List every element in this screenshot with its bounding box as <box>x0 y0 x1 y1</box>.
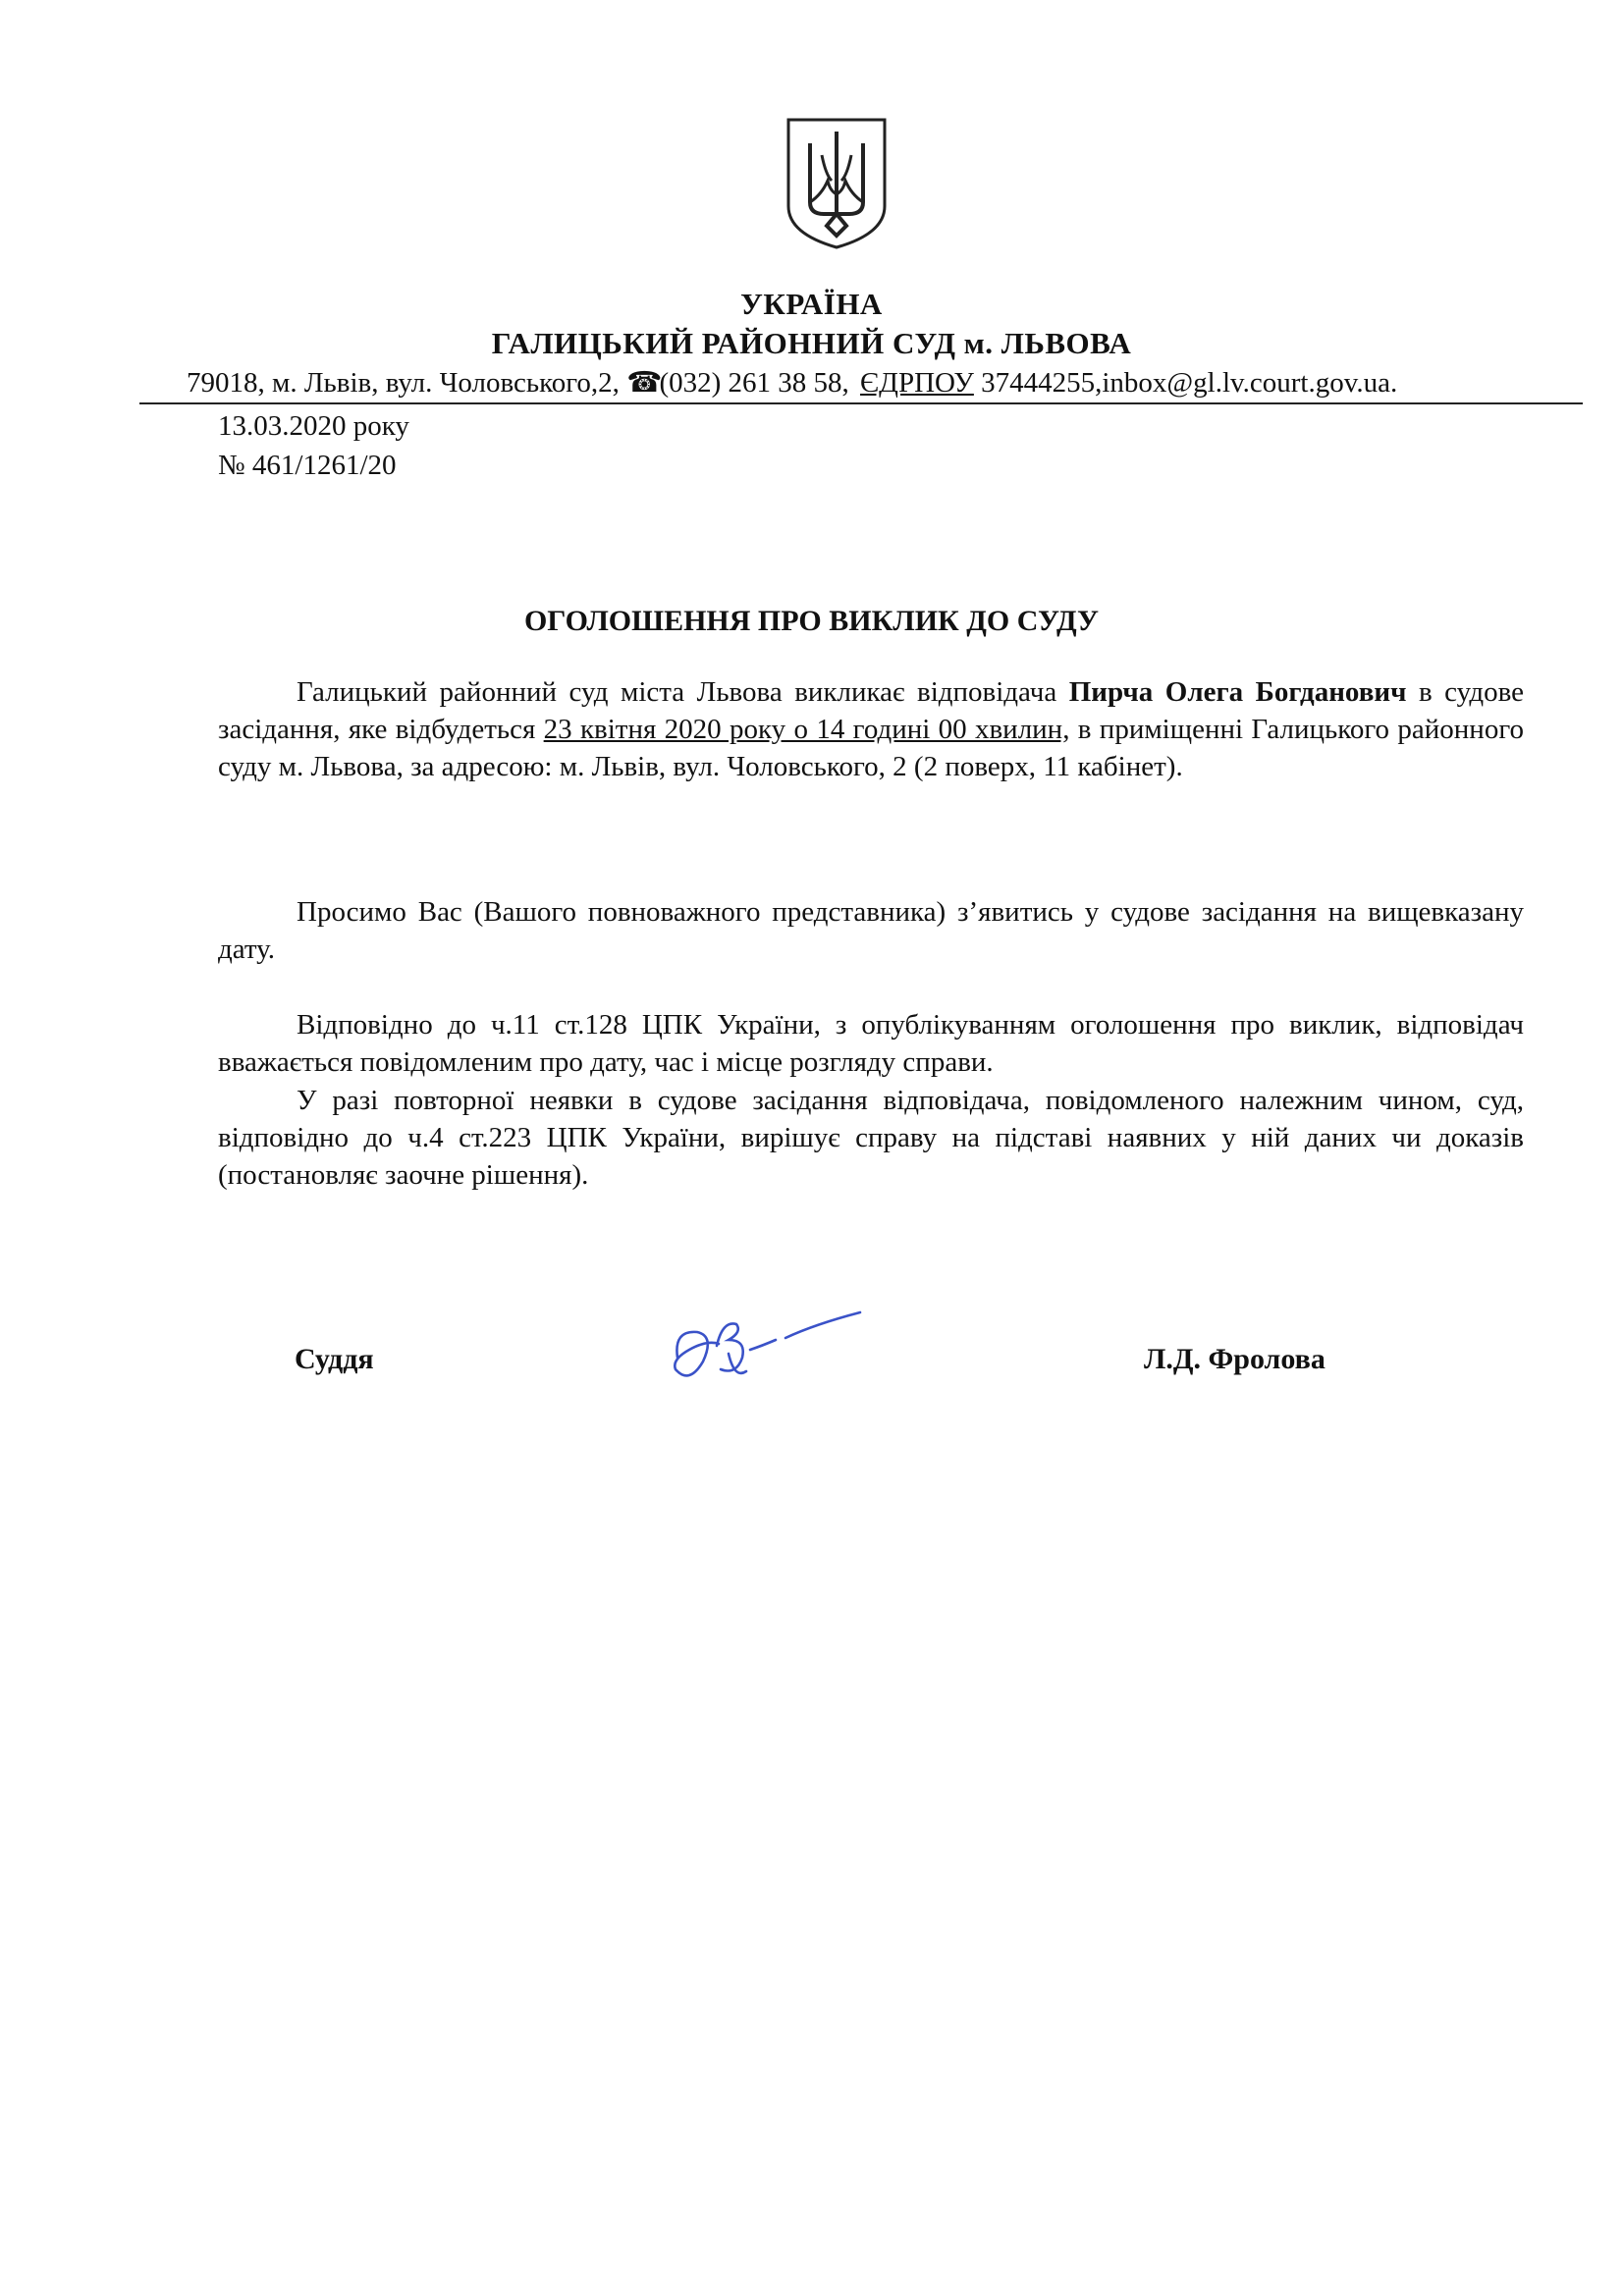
handwritten-signature <box>668 1310 893 1399</box>
judge-name: Л.Д. Фролова <box>1144 1343 1325 1375</box>
request-paragraph: Просимо Вас (Вашого повноважного представника) з’явитись у судове засідання на вищевказану дату. <box>218 896 1524 965</box>
notice-paragraph: Відповідно до ч.11 ст.128 ЦПК України, з опублікуванням оголошення про виклик, відповідач вважається повідомленим про дату, час і місце розгляду справи. <box>218 1009 1524 1078</box>
hearing-datetime: 23 квітня 2020 року о 14 годині 00 хвилин, <box>543 714 1070 745</box>
header-divider <box>139 402 1583 404</box>
defendant-name: Пирча Олега Богданович <box>1068 676 1407 708</box>
document-date: 13.03.2020 року <box>218 410 409 442</box>
judge-label: Суддя <box>295 1343 374 1375</box>
edrpou-and-email: 37444255,inbox@gl.lv.court.gov.ua. <box>981 367 1398 399</box>
coat-of-arms-icon <box>783 116 891 251</box>
court-heading: ГАЛИЦЬКИЙ РАЙОННИЙ СУД м. ЛЬВОВА <box>491 326 1132 360</box>
default-judgment-paragraph: У разі повторної неявки в судове засідання відповідача, повідомленого належним чином, суд, відповідно до ч.4 ст.223 ЦПК України, вирішує справу на підставі наявних у ній даних чи доказів (постановляє заочне рішення). <box>218 1085 1524 1191</box>
court-address: 79018, м. Львів, вул. Чоловського,2, <box>187 367 620 399</box>
telephone-icon: ☎ <box>626 367 663 399</box>
edrpou-label: ЄДРПОУ <box>860 367 974 399</box>
country-heading: УКРАЇНА <box>740 287 883 321</box>
court-contacts: 79018, м. Львів, вул. Чоловського,2, ☎ (032) 261 38 58, ЄДРПОУ 37444255,inbox@gl.lv.court.gov.ua. <box>187 367 1398 399</box>
court-phone: (032) 261 38 58 <box>659 367 842 399</box>
document-title: ОГОЛОШЕННЯ ПРО ВИКЛИК ДО СУДУ <box>523 605 1100 637</box>
case-number: № 461/1261/20 <box>218 450 397 481</box>
summons-paragraph: Галицький районний суд міста Львова викликає відповідача Пирча Олега Богданович в судове засідання, яке відбудеться 23 квітня 2020 року о 14 годині 00 хвилин, в приміщенні Галицького районного суду м. Львова, за адресою: м. Львів, вул. Чоловського, 2 (2 поверх, 11 кабінет). <box>218 676 1524 782</box>
